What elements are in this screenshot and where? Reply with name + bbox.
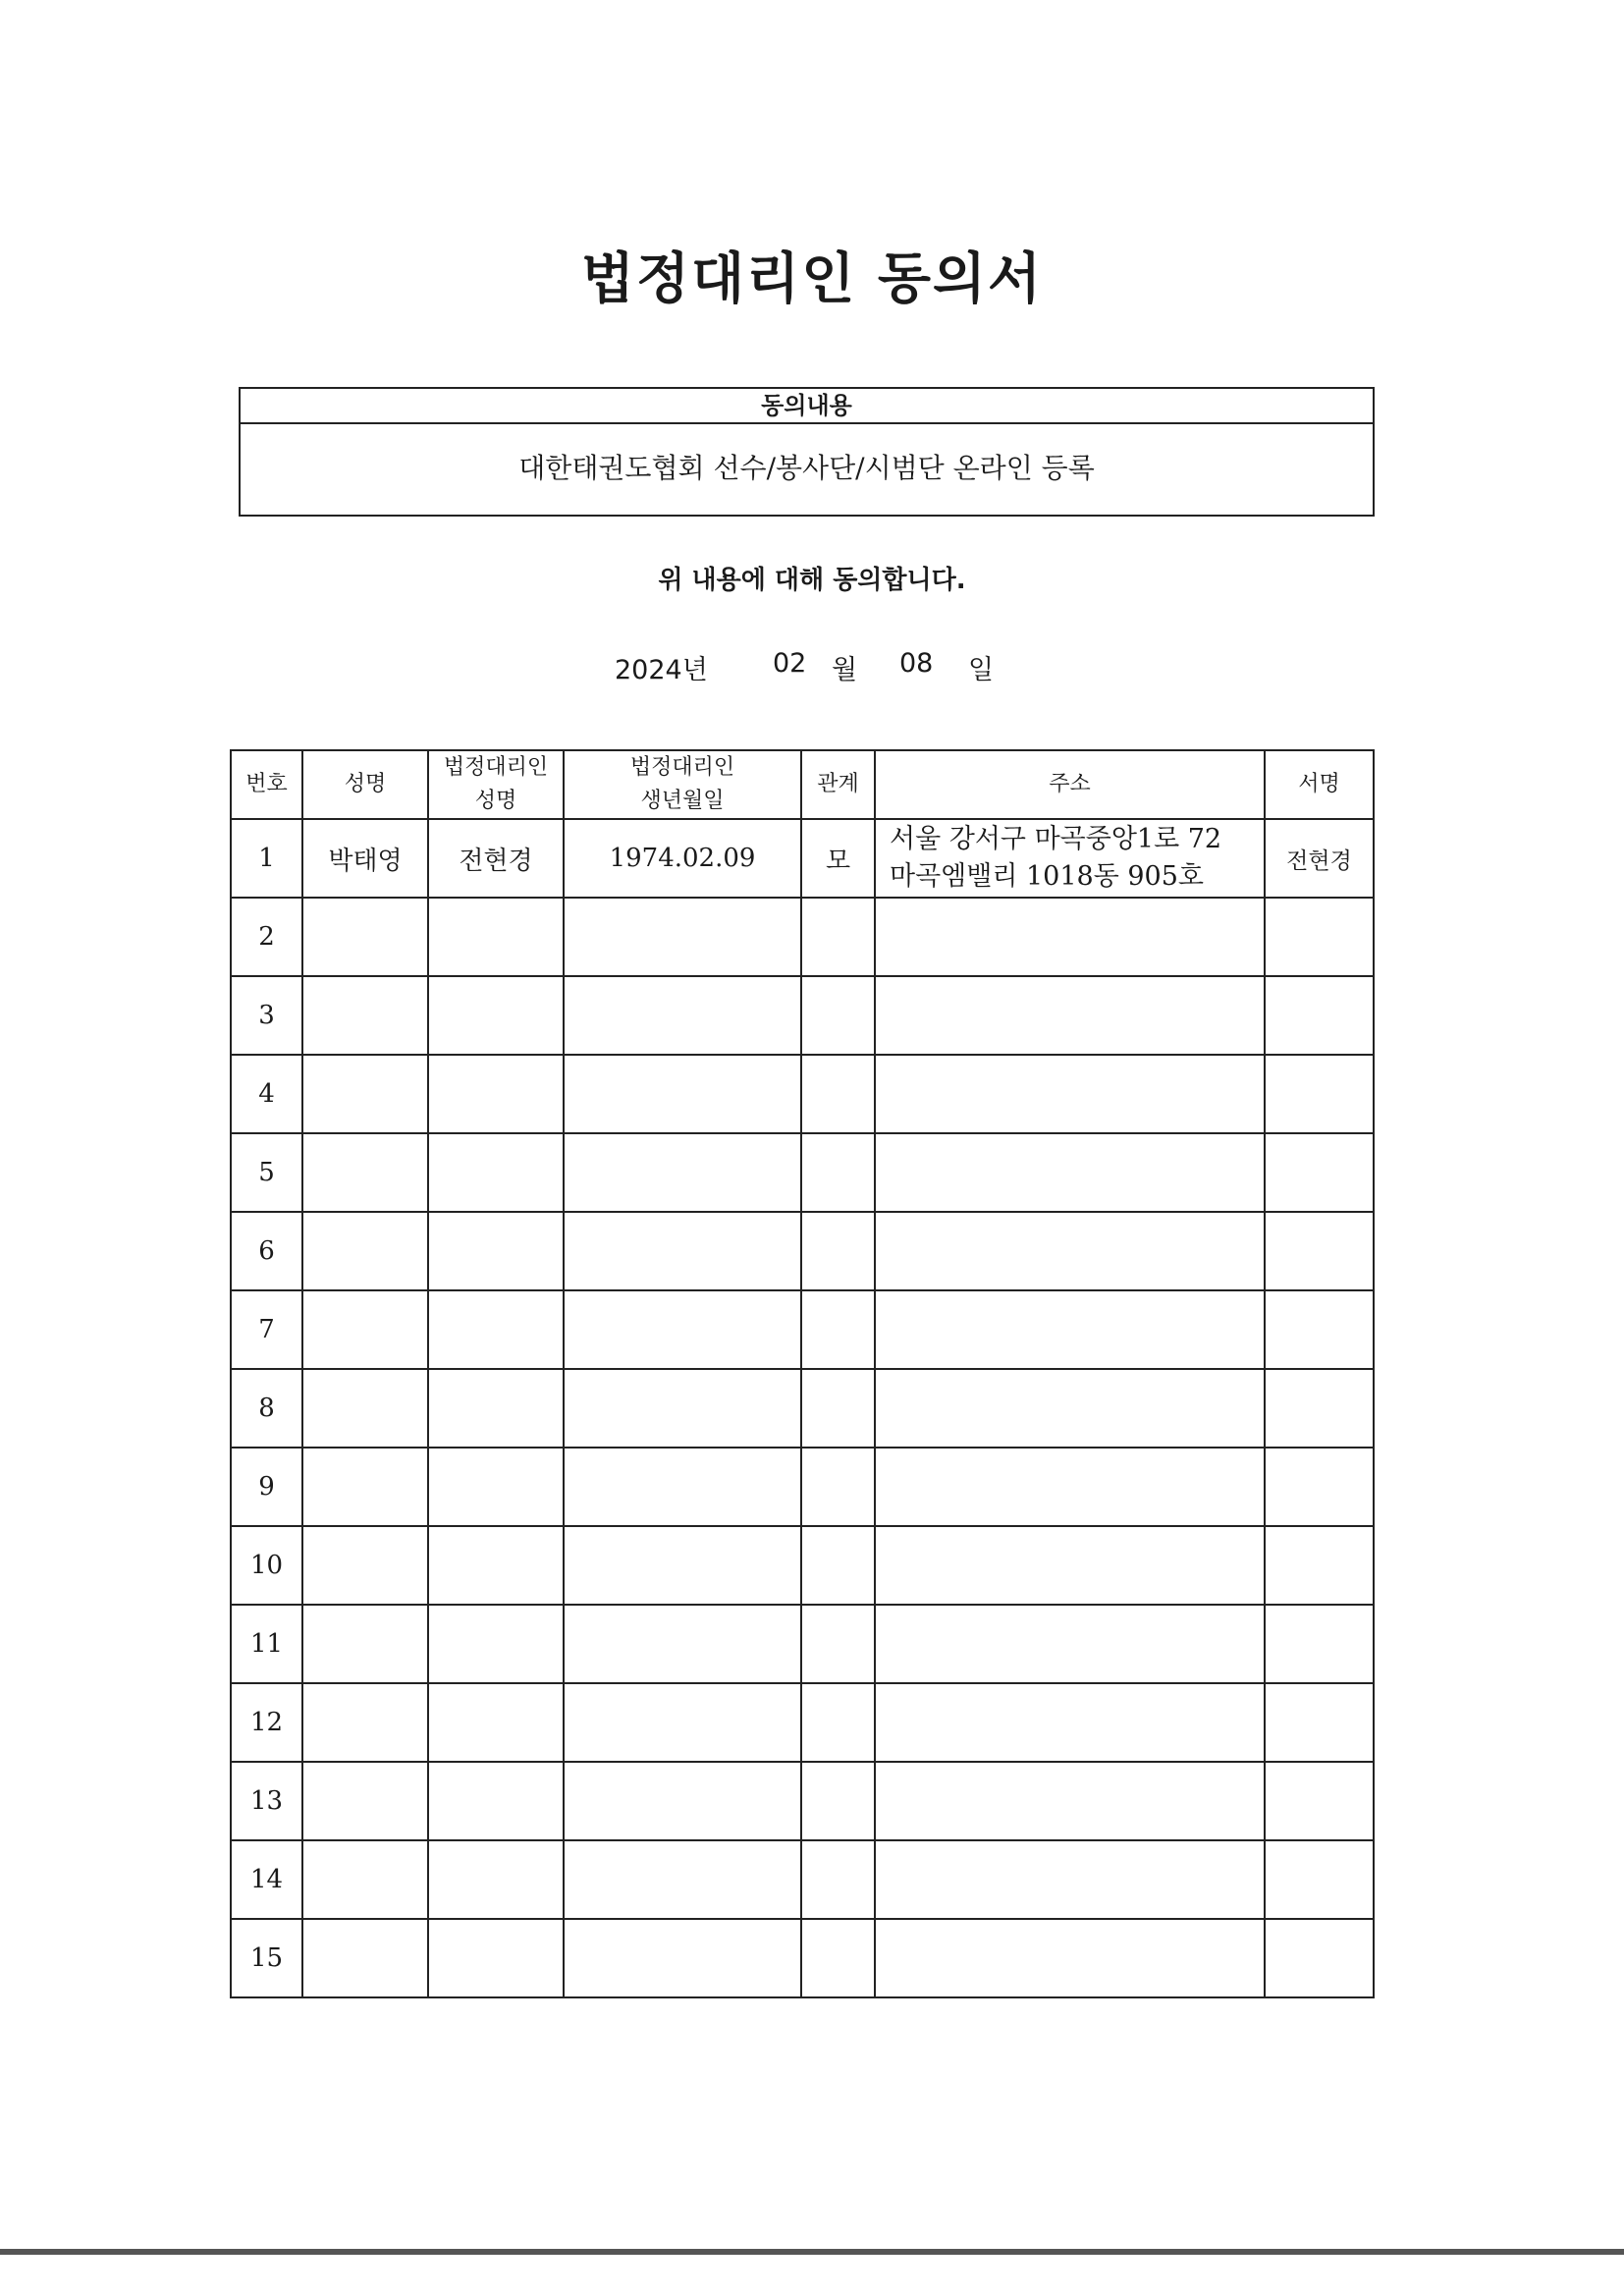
cell-address: [875, 1605, 1265, 1683]
date-day: 08: [899, 648, 934, 679]
cell-address: [875, 1683, 1265, 1762]
cell-signature: [1265, 1526, 1374, 1605]
date-month: 02: [773, 648, 807, 679]
cell-rep-name: [428, 1055, 564, 1133]
table-row: [231, 898, 1374, 976]
cell-relation: [801, 1212, 875, 1290]
cell-rep-name: [428, 1605, 564, 1683]
cell-relation: [801, 1448, 875, 1526]
document-title: 법정대리인 동의서: [580, 247, 1044, 311]
consent-header: 동의내용: [241, 389, 1373, 424]
cell-relation: [801, 1133, 875, 1212]
cell-address: [875, 1369, 1265, 1448]
cell-rep-birth: 1974.02.09: [564, 819, 801, 898]
cell-signature: 전현경: [1265, 819, 1374, 898]
cell-rep-birth: [564, 1055, 801, 1133]
table-row: [231, 1369, 1374, 1448]
date-year: 2024년: [615, 655, 708, 685]
header-address: 주소: [875, 750, 1265, 819]
cell-rep-name: [428, 1212, 564, 1290]
cell-rep-name: 전현경: [428, 819, 564, 898]
cell-no: 12: [231, 1683, 302, 1762]
cell-signature: [1265, 1448, 1374, 1526]
cell-rep-name: [428, 1133, 564, 1212]
cell-no: 3: [231, 976, 302, 1055]
cell-relation: 모: [801, 819, 875, 898]
table-row: [231, 1683, 1374, 1762]
cell-relation: [801, 898, 875, 976]
header-rep-name-line1: 법정대리인: [443, 755, 549, 780]
cell-rep-birth: [564, 1448, 801, 1526]
cell-name: [302, 1133, 428, 1212]
cell-rep-name: [428, 976, 564, 1055]
scan-edge-line: [0, 2249, 1624, 2255]
cell-relation: [801, 1526, 875, 1605]
cell-address: [875, 1212, 1265, 1290]
header-no: 번호: [231, 750, 302, 819]
cell-relation: [801, 976, 875, 1055]
cell-no: 14: [231, 1840, 302, 1919]
cell-relation: [801, 1055, 875, 1133]
table-row: [231, 1526, 1374, 1605]
cell-address: [875, 976, 1265, 1055]
cell-rep-name: [428, 1526, 564, 1605]
cell-name: [302, 1448, 428, 1526]
date-line: [0, 648, 1624, 687]
cell-rep-name: [428, 1369, 564, 1448]
cell-rep-birth: [564, 1133, 801, 1212]
representative-table: [230, 749, 1375, 1998]
cell-rep-birth: [564, 1683, 801, 1762]
cell-rep-birth: [564, 898, 801, 976]
cell-address: [875, 1290, 1265, 1369]
cell-name: [302, 1290, 428, 1369]
header-rep-name-line2: 성명: [474, 789, 517, 813]
cell-signature: [1265, 976, 1374, 1055]
cell-rep-birth: [564, 1369, 801, 1448]
cell-rep-name: [428, 1448, 564, 1526]
cell-signature: [1265, 1605, 1374, 1683]
cell-signature: [1265, 1762, 1374, 1840]
cell-relation: [801, 1369, 875, 1448]
cell-signature: [1265, 1290, 1374, 1369]
cell-no: 9: [231, 1448, 302, 1526]
cell-rep-birth: [564, 1840, 801, 1919]
table-row: [231, 1840, 1374, 1919]
address-line1: 서울 강서구 마곡중앙1로 72: [890, 824, 1222, 854]
table-header-row: [231, 750, 1374, 819]
cell-address: [875, 819, 1265, 898]
cell-rep-name: [428, 1840, 564, 1919]
cell-no: 13: [231, 1762, 302, 1840]
cell-rep-name: [428, 1683, 564, 1762]
cell-rep-birth: [564, 1290, 801, 1369]
cell-rep-birth: [564, 1212, 801, 1290]
header-rep-name: [428, 750, 564, 819]
cell-signature: [1265, 1055, 1374, 1133]
cell-name: [302, 1762, 428, 1840]
cell-signature: [1265, 1683, 1374, 1762]
cell-name: [302, 1526, 428, 1605]
cell-no: 10: [231, 1526, 302, 1605]
table-row: [231, 1133, 1374, 1212]
cell-rep-name: [428, 1919, 564, 1997]
cell-address: [875, 1448, 1265, 1526]
cell-no: 4: [231, 1055, 302, 1133]
cell-name: [302, 1369, 428, 1448]
consent-body: 대한태권도협회 선수/봉사단/시범단 온라인 등록: [518, 452, 1095, 484]
cell-relation: [801, 1919, 875, 1997]
date-month-unit: 월: [832, 655, 858, 685]
header-name: 성명: [302, 750, 428, 819]
cell-name: [302, 1212, 428, 1290]
cell-signature: [1265, 1133, 1374, 1212]
consent-box: [239, 387, 1375, 517]
cell-signature: [1265, 1369, 1374, 1448]
cell-rep-name: [428, 898, 564, 976]
cell-rep-birth: [564, 1605, 801, 1683]
cell-signature: [1265, 1840, 1374, 1919]
table-row: [231, 819, 1374, 898]
cell-no: 6: [231, 1212, 302, 1290]
cell-address: [875, 1526, 1265, 1605]
cell-no: 15: [231, 1919, 302, 1997]
cell-relation: [801, 1762, 875, 1840]
table-row: [231, 1762, 1374, 1840]
header-signature: 서명: [1265, 750, 1374, 819]
table-row: [231, 1055, 1374, 1133]
cell-rep-birth: [564, 1919, 801, 1997]
cell-rep-birth: [564, 1762, 801, 1840]
cell-rep-name: [428, 1290, 564, 1369]
header-relation: 관계: [801, 750, 875, 819]
cell-address: [875, 1840, 1265, 1919]
cell-name: [302, 976, 428, 1055]
table-row: [231, 1919, 1374, 1997]
table-row: [231, 1212, 1374, 1290]
address-line2: 마곡엠밸리 1018동 905호: [890, 861, 1204, 892]
header-rep-birth: [564, 750, 801, 819]
date-day-unit: 일: [968, 655, 995, 685]
cell-no: 11: [231, 1605, 302, 1683]
table-row: [231, 976, 1374, 1055]
cell-relation: [801, 1683, 875, 1762]
cell-name: [302, 1840, 428, 1919]
table-row: [231, 1448, 1374, 1526]
cell-address: [875, 1133, 1265, 1212]
cell-no: 5: [231, 1133, 302, 1212]
cell-address: [875, 898, 1265, 976]
cell-no: 1: [231, 819, 302, 898]
cell-signature: [1265, 1212, 1374, 1290]
cell-name: [302, 898, 428, 976]
table-row: [231, 1290, 1374, 1369]
cell-no: 2: [231, 898, 302, 976]
cell-name: [302, 1605, 428, 1683]
cell-relation: [801, 1605, 875, 1683]
header-rep-birth-line2: 생년월일: [640, 789, 725, 813]
cell-signature: [1265, 1919, 1374, 1997]
cell-rep-name: [428, 1762, 564, 1840]
cell-address: [875, 1919, 1265, 1997]
cell-no: 7: [231, 1290, 302, 1369]
cell-address: [875, 1762, 1265, 1840]
agree-statement: 위 내용에 대해 동의합니다.: [658, 566, 966, 595]
table-row: [231, 1605, 1374, 1683]
cell-address: [875, 1055, 1265, 1133]
cell-relation: [801, 1840, 875, 1919]
cell-name: [302, 1055, 428, 1133]
header-rep-birth-line1: 법정대리인: [629, 755, 735, 780]
cell-name: 박태영: [302, 819, 428, 898]
cell-signature: [1265, 898, 1374, 976]
cell-rep-birth: [564, 976, 801, 1055]
cell-relation: [801, 1290, 875, 1369]
cell-no: 8: [231, 1369, 302, 1448]
cell-name: [302, 1683, 428, 1762]
cell-rep-birth: [564, 1526, 801, 1605]
cell-name: [302, 1919, 428, 1997]
